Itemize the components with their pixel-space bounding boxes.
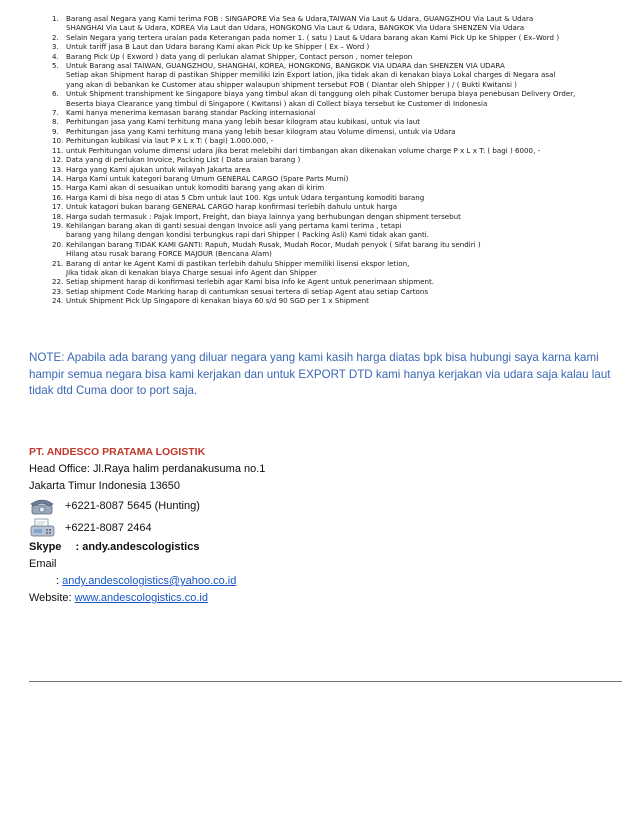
term-text: Setiap shipment harap di konfirmasi terlebih agar Kami bisa info ke Agent untuk penerimaan shipment.	[66, 277, 435, 287]
term-text: Untuk tariff jasa B Laut dan Udara barang Kami akan Pick Up ke Shipper ( Ex – Word )	[66, 42, 370, 52]
term-item	[52, 296, 622, 305]
term-item	[52, 155, 622, 164]
term-item	[52, 240, 622, 249]
term-number: 18.	[52, 211, 64, 221]
term-number	[52, 230, 66, 239]
telephone-icon	[29, 496, 59, 516]
term-text: Perhitungan kubikasi via laut P x L x T: ( bagi) 1.000.000, -	[66, 136, 274, 146]
term-text: Harga Kami akan di sesuaikan untuk komoditi barang yang akan di kirim	[66, 183, 325, 193]
term-text: Harga Kami untuk kategori barang Umum GENERAL CARGO (Spare Parts Murni)	[66, 173, 349, 183]
term-number: 14.	[52, 173, 64, 183]
term-item	[52, 174, 622, 183]
term-text: Setiap akan Shipment harap di pastikan Shipper memiliki Izin Export lation, jika tidak akan di kenakan biaya Lokal charges di Negara asal	[66, 70, 556, 80]
term-item	[52, 165, 622, 174]
term-text: Untuk Shipment Pick Up Singapore di kenakan biaya 60 s/d 90 SGD per 1 x Shipment	[66, 296, 369, 306]
term-text: Selain Negara yang tertera uraian pada Keterangan pada nomer 1. ( satu ) Laut & Udara barang akan Kami Pick Up ke Shipper ( Ex–Word )	[66, 32, 560, 42]
website-link[interactable]: www.andescologistics.co.id	[74, 592, 208, 604]
phone-row-2	[29, 517, 589, 539]
term-item	[52, 33, 622, 42]
phone-number-1[interactable]: +6221-8087 5645 (Hunting)	[65, 499, 200, 512]
note-paragraph: NOTE: Apabila ada barang yang diluar negara yang kami kasih harga diatas bpk bisa hubungi saya karna kami hampir semua negara bisa kami kerjakan dan untuk EXPORT DTD kami hanya kerjakan via udara saja kalau laut tidak dtd Cuma door to port saja.	[29, 351, 611, 397]
term-number	[52, 80, 66, 89]
company-contact-block	[29, 444, 589, 607]
term-number: 20.	[52, 239, 64, 249]
term-text: Harga yang Kami ajukan untuk wilayah Jakarta area	[66, 164, 251, 174]
term-text: Kami hanya menerima kemasan barang standar Packing internasional	[66, 108, 316, 118]
term-item	[52, 108, 622, 117]
terms-list	[52, 14, 622, 306]
term-number: 19.	[52, 220, 64, 230]
term-number: 4.	[52, 51, 59, 61]
term-number: 10.	[52, 136, 64, 146]
term-number	[52, 99, 66, 108]
term-text: barang yang hilang dengan kondisi terbungkus rapi dari Shipper ( Packing Asli) Kami tidak akan ganti.	[66, 230, 429, 240]
term-item	[52, 259, 622, 268]
term-number: 12.	[52, 155, 64, 165]
website-row	[29, 590, 589, 607]
term-text: Untuk Shipment transhipment ke Singapore biaya yang timbul akan di tanggung oleh pihak Customer berupa biaya penebusan Delivery Order,	[66, 89, 576, 99]
term-text: Data yang di perlukan Invoice, Packing List ( Data uraian barang )	[66, 155, 301, 165]
term-item	[52, 14, 622, 23]
email-link[interactable]: andy.andescologistics@yahoo.co.id	[62, 575, 237, 587]
phone-row-1	[29, 495, 589, 517]
term-item	[52, 268, 622, 277]
term-item	[52, 277, 622, 286]
term-number: 6.	[52, 89, 59, 99]
term-item	[52, 212, 622, 221]
term-item	[52, 127, 622, 136]
term-item	[52, 23, 622, 32]
term-item	[52, 287, 622, 296]
term-item	[52, 221, 622, 230]
term-number: 5.	[52, 61, 59, 71]
term-item	[52, 89, 622, 98]
term-number	[52, 23, 66, 32]
term-text: Harga sudah termasuk : Pajak Import, Freight, dan biaya lainnya yang berhubungan dengan shipment tersebut	[66, 211, 461, 221]
term-number: 23.	[52, 286, 64, 296]
term-number: 21.	[52, 258, 64, 268]
term-text: Barang Pick Up ( Exword ) data yang di perlukan alamat Shipper, Contact person , nomer telepon	[66, 51, 413, 61]
term-item	[52, 80, 622, 89]
term-text: yang akan di bebankan ke Customer atau shipper walaupun shipment tersebut FOB ( Diantar oleh Shipper ) / ( Bukti Kwitansi )	[66, 79, 517, 89]
term-text: Perhitungan jasa yang Kami terhitung mana yang lebih besar kilogram atau Volume dimensi, untuk via Udara	[66, 126, 456, 136]
term-item	[52, 146, 622, 155]
website-label: Website:	[29, 592, 75, 604]
term-text: Jika tidak akan di kenakan biaya Charge sesuai info Agent dan Shipper	[66, 267, 317, 277]
term-number: 1.	[52, 14, 59, 23]
term-number: 17.	[52, 202, 64, 212]
term-item	[52, 230, 622, 239]
term-text: untuk Perhitungan volume dimensi udara jika berat melebihi dari timbangan akan dikenakan volume charge P x L x T: ( bagi ) 6000, -	[66, 145, 541, 155]
term-number: 11.	[52, 145, 64, 155]
term-text: Setiap shipment Code Marking harap di cantumkan sesuai tertera di setiap Agent atau setiap Cartons	[66, 286, 429, 296]
horizontal-divider	[29, 681, 622, 682]
term-number: 9.	[52, 126, 59, 136]
skype-row	[29, 539, 589, 556]
term-number	[52, 70, 66, 79]
term-text: Barang asal Negara yang Kami terima FOB : SINGAPORE Via Sea & Udara,TAIWAN Via Laut & Udara, GUANGZHOU Via Laut & Udara	[66, 14, 534, 23]
term-number: 2.	[52, 32, 59, 42]
term-text: Hilang atau rusak barang FORCE MAJOUR (Bencana Alam)	[66, 249, 272, 259]
head-office: Head Office: Jl.Raya halim perdanakusuma no.1	[29, 463, 266, 475]
term-number: 22.	[52, 277, 64, 287]
term-number: 24.	[52, 296, 64, 306]
term-text: Perhitungan jasa yang Kami terhitung mana yang lebih besar kilogram atau kubikasi, untuk via laut	[66, 117, 421, 127]
term-number: 8.	[52, 117, 59, 127]
term-number: 13.	[52, 164, 64, 174]
term-number	[52, 249, 66, 258]
term-text: Harga Kami di bisa nego di atas 5 Cbm untuk laut 100. Kgs untuk Udara tergantung komoditi barang	[66, 192, 425, 202]
email-label: Email	[29, 558, 57, 570]
skype-label: Skype	[29, 541, 62, 553]
term-item	[52, 52, 622, 61]
term-item	[52, 99, 622, 108]
term-item	[52, 183, 622, 192]
phone-number-2[interactable]: +6221-8087 2464	[65, 521, 152, 534]
term-text: Untuk Barang asal TAIWAN, GUANGZHOU, SHANGHAI, KOREA, HONGKONG, BANGKOK VIA UDARA dan SHENZEN VIA UDARA	[66, 61, 505, 71]
term-text: SHANGHAI Via Laut & Udara, KOREA Via Laut dan Udara, HONGKONG Via Laut & Udara, BANGKOK Via Udara SHENZEN Via Udara	[66, 23, 525, 33]
term-item	[52, 61, 622, 70]
term-number: 7.	[52, 108, 59, 118]
term-number: 16.	[52, 192, 64, 202]
term-item	[52, 136, 622, 145]
city-address: Jakarta Timur Indonesia 13650	[29, 480, 181, 492]
skype-value[interactable]: : andy.andescologistics	[75, 541, 200, 553]
email-row	[29, 573, 589, 590]
term-item	[52, 70, 622, 79]
term-item	[52, 42, 622, 51]
term-item	[52, 249, 622, 258]
term-number	[52, 268, 66, 277]
fax-icon	[29, 518, 59, 538]
term-text: Barang di antar ke Agent Kami di pastikan terlebih dahulu Shipper memiliki lisensi ekspor letion,	[66, 258, 410, 268]
email-prefix: :	[56, 575, 63, 587]
term-item	[52, 117, 622, 126]
term-item	[52, 193, 622, 202]
term-text: Untuk katagori bukan barang GENERAL CARGO harap konfirmasi terlebih dahulu untuk harga	[66, 202, 398, 212]
term-number: 3.	[52, 42, 59, 52]
term-number: 15.	[52, 183, 64, 193]
term-item	[52, 202, 622, 211]
company-name: PT. ANDESCO PRATAMA LOGISTIK	[29, 446, 206, 458]
term-text: Beserta biaya Clearance yang timbul di Singapore ( Kwitansi ) akan di Collect biaya tersebut ke Customer di Indonesia	[66, 98, 488, 108]
term-text: Kehilangan barang akan di ganti sesuai dengan Invoice asli yang pertama kami terima , tetapi	[66, 220, 402, 230]
term-text: Kehilangan barang TIDAK KAMI GANTI: Rapuh, Mudah Rusak, Mudah Rocor, Mudah penyok ( Sifat barang itu sendiri )	[66, 239, 481, 249]
